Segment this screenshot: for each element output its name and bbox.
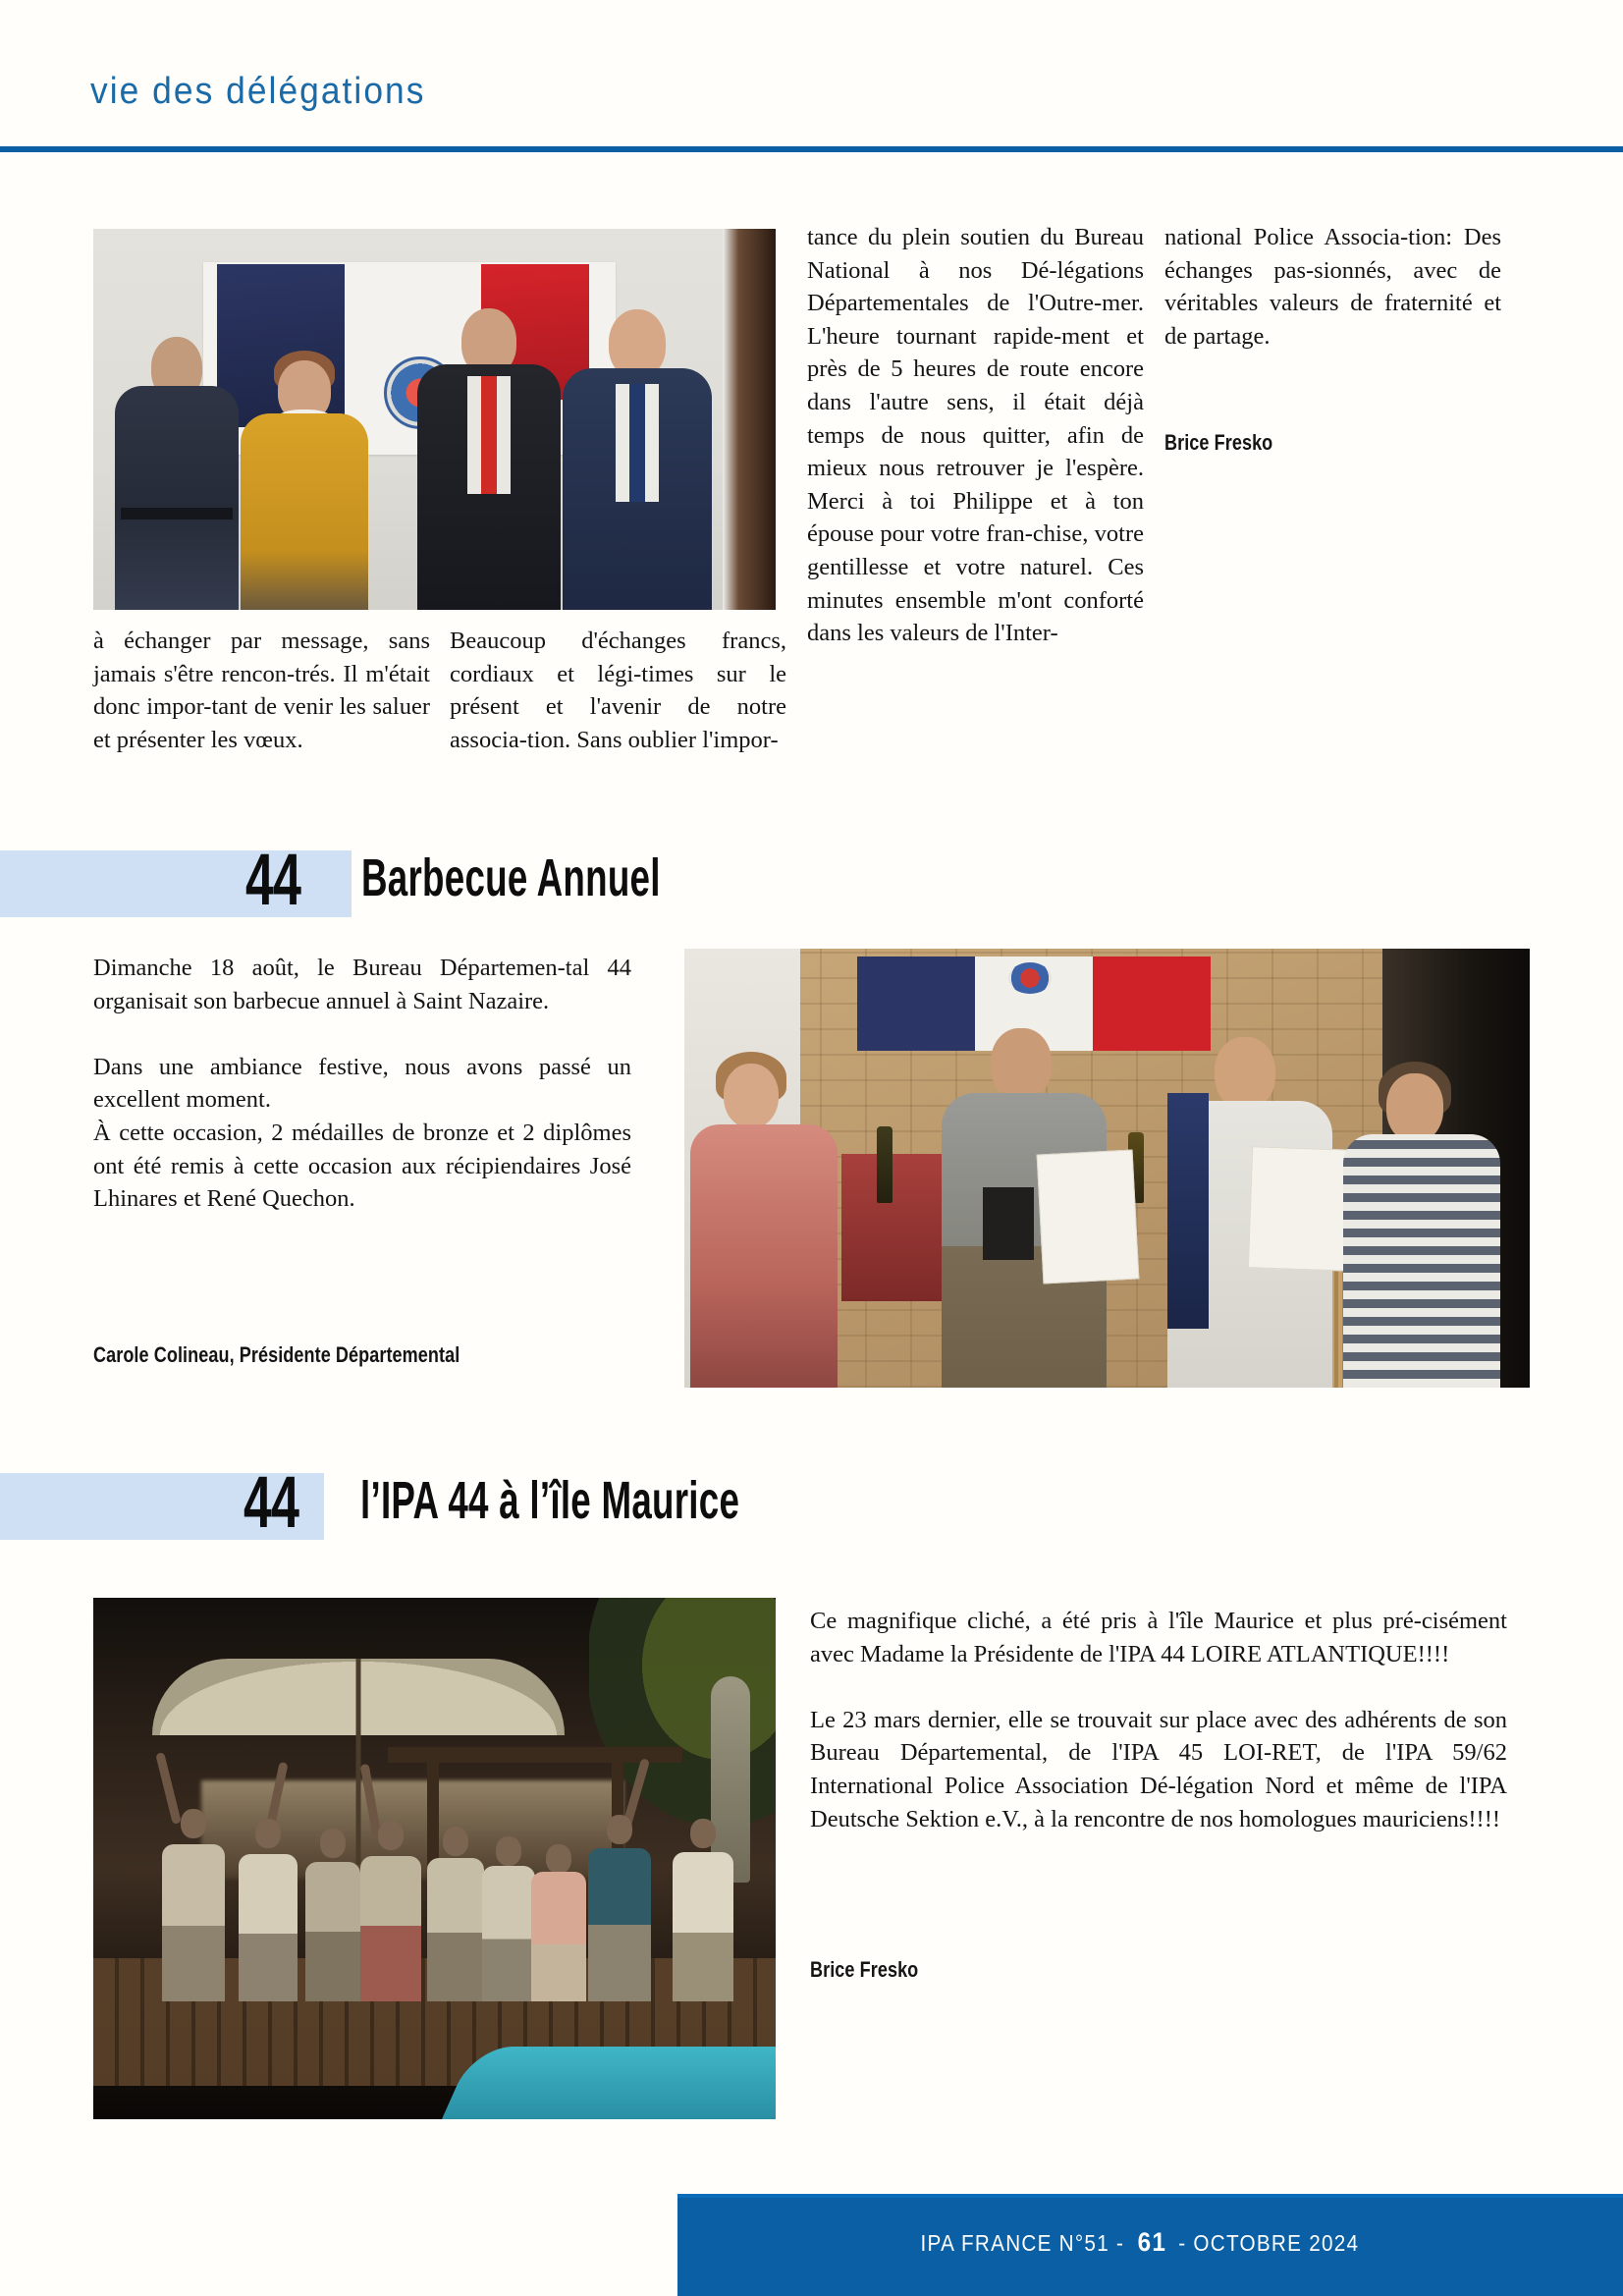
outremer-column-right bbox=[807, 221, 1144, 650]
section-title: Barbecue Annuel bbox=[361, 848, 661, 907]
person-in-group bbox=[162, 1809, 225, 2001]
page-kicker: vie des délégations bbox=[90, 71, 426, 112]
byline-outremer: Brice Fresko bbox=[1164, 430, 1273, 455]
footer-suffix: - OCTOBRE 2024 bbox=[1177, 2230, 1359, 2256]
photo-award-ceremony bbox=[684, 949, 1530, 1388]
person-police-officer bbox=[115, 286, 239, 610]
outremer-column-far-right bbox=[1164, 221, 1501, 353]
paragraph: à échanger par message, sans jamais s'être rencon-trés. Il m'était donc impor-tant de venir les saluer et présenter les vœux. bbox=[93, 628, 430, 753]
section-number: 44 bbox=[243, 1461, 299, 1543]
paragraph: À cette occasion, 2 médailles de bronze et 2 diplômes ont été remis à cette occasion aux récipiendaires José Lhinares et René Quechon. bbox=[93, 1119, 631, 1213]
header-rule bbox=[0, 146, 1623, 152]
section-number: 44 bbox=[245, 839, 301, 920]
swimming-pool bbox=[442, 2047, 776, 2119]
person-in-group bbox=[239, 1819, 298, 2001]
person-in-group bbox=[427, 1827, 484, 2001]
paragraph: Le 23 mars dernier, elle se trouvait sur place avec des adhérents de son Bureau Départemental, de l'IPA 45 LOI-RET, de l'IPA 59/62 International Police Association Dé-légation Nord et même de l'IPA Deutsche Sektion e.V., à la rencontre de nos homologues mauriciens!!!! bbox=[810, 1706, 1507, 1832]
paragraph: national Police Associa-tion: Des échanges pas-sionnés, avec de véritables valeurs de fraternité et de partage. bbox=[1164, 224, 1501, 350]
person-recipient-grey-tshirt bbox=[930, 1005, 1116, 1388]
person-woman-striped-top bbox=[1343, 1044, 1500, 1388]
wine-bottle bbox=[877, 1126, 893, 1203]
outremer-column-left bbox=[93, 625, 430, 756]
patio-umbrella-open bbox=[152, 1659, 565, 1735]
person-in-group bbox=[673, 1819, 733, 2001]
ipa-logo-icon bbox=[1008, 962, 1052, 994]
byline-barbecue: Carole Colineau, Présidente Départemental bbox=[93, 1342, 460, 1367]
paragraph: Ce magnifique cliché, a été pris à l'île Maurice et plus pré-cisément avec Madame la Présidente de l'IPA 44 LOIRE ATLANTIQUE!!!! bbox=[810, 1608, 1507, 1667]
person-recipient-white-shirt bbox=[1156, 1010, 1342, 1388]
outremer-column-middle bbox=[450, 625, 786, 756]
barbecue-column bbox=[93, 952, 631, 1216]
person-in-group bbox=[588, 1815, 651, 2001]
byline-maurice: Brice Fresko bbox=[810, 1957, 919, 1982]
pergola-structure bbox=[388, 1747, 682, 1763]
person-in-group bbox=[531, 1844, 586, 2001]
paragraph: Dans une ambiance festive, nous avons passé un excellent moment. bbox=[93, 1053, 631, 1114]
photo-delegation-group bbox=[93, 229, 776, 610]
paragraph: Dimanche 18 août, le Bureau Départemen-tal 44 organisait son barbecue annuel à Saint Nazaire. bbox=[93, 955, 631, 1014]
paragraph: Beaucoup d'échanges francs, cordiaux et légi-times sur le présent et l'avenir de notre associa-tion. Sans oublier l'impor- bbox=[450, 628, 786, 753]
footer-prefix: IPA FRANCE N°51 - bbox=[920, 2230, 1125, 2256]
paragraph: tance du plein soutien du Bureau National à nos Dé-légations Départementales de l'Outre-mer. L'heure tournant rapide-ment et près de 5 heures de route encore dans l'autre sens, il était déjà temps de nous quitter, afin de mieux nous retrouver je l'espère. Merci à toi Philippe et à ton épouse pour votre fran-chise, votre gentillesse et votre naturel. Ces minutes ensemble m'ont conforté dans les valeurs de l'Inter- bbox=[807, 224, 1144, 647]
person-woman-floral bbox=[690, 1034, 838, 1388]
person-in-group bbox=[305, 1829, 360, 2001]
person-woman-yellow-sweater bbox=[241, 315, 368, 610]
person-man-red-tie bbox=[417, 271, 561, 610]
section-title: l’IPA 44 à l’île Maurice bbox=[360, 1471, 740, 1530]
footer-top-highlight bbox=[677, 2194, 1623, 2198]
person-man-blue-tie bbox=[563, 276, 712, 610]
maurice-column bbox=[810, 1605, 1507, 1835]
photo-poolside-group-mauritius bbox=[93, 1598, 776, 2119]
person-in-group bbox=[360, 1821, 421, 2001]
person-in-group bbox=[482, 1836, 535, 2001]
photo-doorway bbox=[723, 229, 776, 610]
footer-text bbox=[677, 2227, 1600, 2258]
page-number: 61 bbox=[1137, 2227, 1166, 2257]
